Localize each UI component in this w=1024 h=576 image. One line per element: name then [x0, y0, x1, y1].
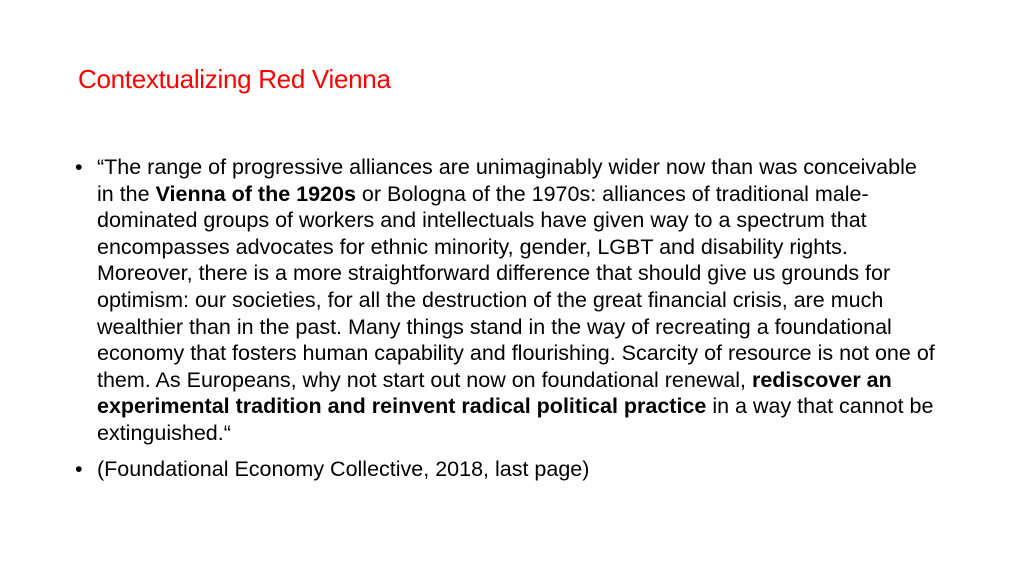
quote-bold-rediscover: rediscover an experimental tradition and reinvent radical political practice: [97, 367, 892, 419]
bullet-list: [75, 154, 937, 482]
quote-text-part1: “The range of progressive alliances are unimaginably wider now than was conceivable in the: [97, 155, 917, 206]
bullet-item-citation: [75, 456, 937, 483]
bullet-dot-icon: •: [75, 456, 83, 481]
bullet-item-quote: [75, 154, 937, 447]
slide-title: Contextualizing Red Vienna: [78, 64, 391, 94]
quote-bold-vienna: Vienna of the 1920s: [155, 181, 356, 206]
quote-text-part2: or Bologna of the 1970s: alliances of traditional male-dominated groups of workers and intellectuals have given way to a spectrum that encompasses advocates for ethnic minority, gender, LGBT and disability rights. Moreover, there is a more straightforward difference that should give us grounds for optimism: our societies, for all the destruction of the great financial crisis, are much wealthier than in the past. Many things stand in the way of recreating a foundational economy that fosters human capability and flourishing. Scarcity of resource is not one of them. As Europeans, why not start out now on foundational renewal,: [97, 181, 935, 392]
bullet-dot-icon: •: [75, 155, 83, 179]
citation-text: (Foundational Economy Collective, 2018, last page): [97, 456, 590, 481]
quote-text-part3: in a way that cannot be extinguished.“: [97, 394, 934, 445]
